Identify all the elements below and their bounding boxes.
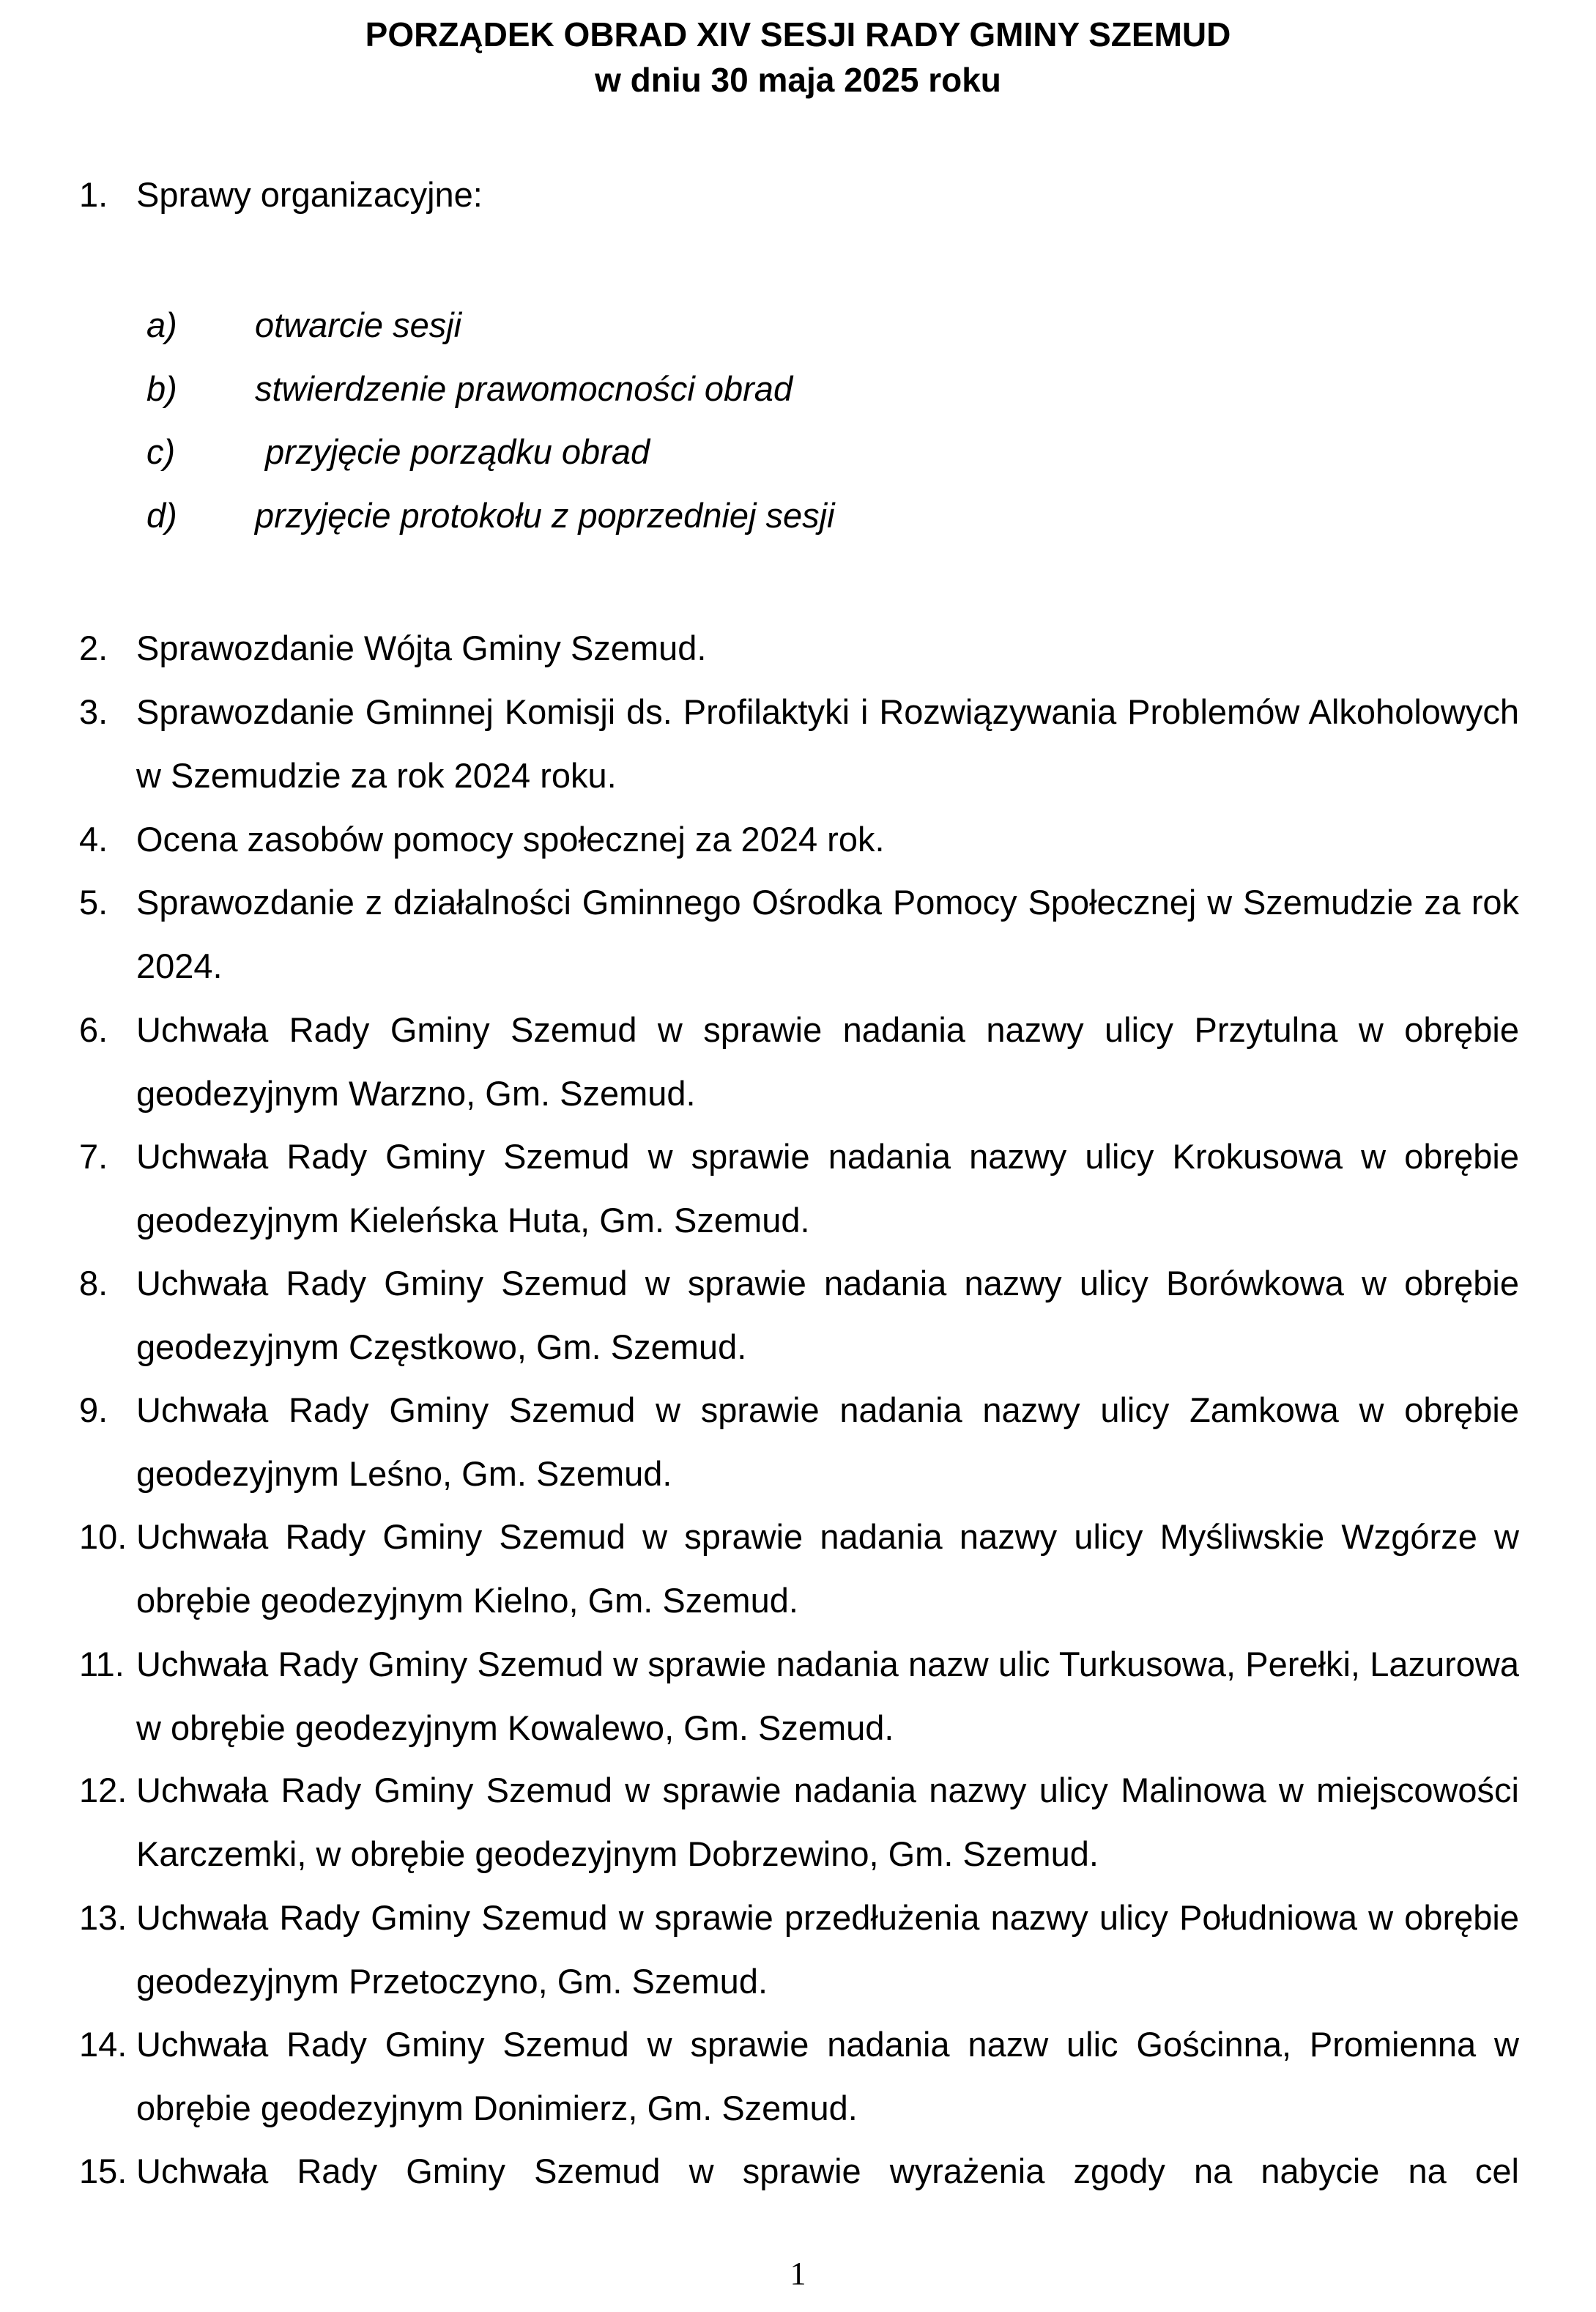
- page-number: 1: [790, 2256, 806, 2291]
- item-number: 6.: [79, 1010, 108, 1049]
- item-number: 10.: [79, 1517, 127, 1556]
- sub-item-letter: b): [146, 369, 177, 408]
- item-text: Sprawozdanie Wójta Gminy Szemud.: [136, 629, 707, 667]
- item-text: Sprawy organizacyjne:: [136, 175, 483, 214]
- item-text: Uchwała Rady Gminy Szemud w sprawie nadania nazwy ulicy Borówkowa w obrębie geodezyjnym Częstkowo, Gm. Szemud.: [136, 1264, 1519, 1366]
- item-text: Ocena zasobów pomocy społecznej za 2024 rok.: [136, 820, 885, 859]
- item-text: Uchwała Rady Gminy Szemud w sprawie nadania nazw ulic Gościnna, Promienna w obrębie geodezyjnym Donimierz, Gm. Szemud.: [136, 2025, 1519, 2127]
- item-number: 5.: [79, 883, 108, 922]
- item-number: 4.: [79, 820, 108, 859]
- sub-item-text: otwarcie sesji: [255, 305, 462, 344]
- sub-item-letter: c): [146, 432, 176, 471]
- item-number: 14.: [79, 2025, 127, 2064]
- item-number: 13.: [79, 1898, 127, 1937]
- item-text: Uchwała Rady Gminy Szemud w sprawie nadania nazwy ulicy Krokusowa w obrębie geodezyjnym Kieleńska Huta, Gm. Szemud.: [136, 1137, 1519, 1240]
- title-line-2: w dniu 30 maja 2025 roku: [595, 61, 1001, 99]
- sub-item-text: przyjęcie protokołu z poprzedniej sesji: [255, 496, 835, 535]
- document-title: [0, 12, 1596, 103]
- item-number: 7.: [79, 1137, 108, 1176]
- item-number: 2.: [79, 629, 108, 667]
- item-number: 3.: [79, 692, 108, 731]
- item-text: Uchwała Rady Gminy Szemud w sprawie nadania nazwy ulicy Zamkowa w obrębie geodezyjnym Leśno, Gm. Szemud.: [136, 1390, 1519, 1493]
- item-text: Uchwała Rady Gminy Szemud w sprawie nadania nazwy ulicy Myśliwskie Wzgórze w obrębie geodezyjnym Kielno, Gm. Szemud.: [136, 1517, 1519, 1620]
- sub-item-letter: a): [146, 305, 177, 344]
- item-number: 15.: [79, 2152, 127, 2190]
- item-text: Uchwała Rady Gminy Szemud w sprawie nadania nazwy ulicy Przytulna w obrębie geodezyjnym Warzno, Gm. Szemud.: [136, 1010, 1519, 1113]
- title-line-1: PORZĄDEK OBRAD XIV SESJI RADY GMINY SZEMUD: [365, 15, 1231, 53]
- item-text: Uchwała Rady Gminy Szemud w sprawie przedłużenia nazwy ulicy Południowa w obrębie geodezyjnym Przetoczyno, Gm. Szemud.: [136, 1898, 1519, 2001]
- item-number: 12.: [79, 1771, 127, 1809]
- item-number: 8.: [79, 1264, 108, 1303]
- item-text: Sprawozdanie z działalności Gminnego Ośrodka Pomocy Społecznej w Szemudzie za rok 2024.: [136, 883, 1519, 985]
- item-number: 9.: [79, 1390, 108, 1429]
- item-text: Sprawozdanie Gminnej Komisji ds. Profilaktyki i Rozwiązywania Problemów Alkoholowych w Szemudzie za rok 2024 roku.: [136, 692, 1519, 795]
- item-number: 11.: [79, 1645, 125, 1683]
- sub-item-text: stwierdzenie prawomocności obrad: [255, 369, 793, 408]
- item-text: Uchwała Rady Gminy Szemud w sprawie nadania nazw ulic Turkusowa, Perełki, Lazurowa w obrębie geodezyjnym Kowalewo, Gm. Szemud.: [136, 1645, 1519, 1747]
- item-text: Uchwała Rady Gminy Szemud w sprawie wyrażenia zgody na nabycie na cel: [136, 2152, 1519, 2190]
- item-number: 1.: [79, 175, 108, 214]
- item-text: Uchwała Rady Gminy Szemud w sprawie nadania nazwy ulicy Malinowa w miejscowości Karczemki, w obrębie geodezyjnym Dobrzewino, Gm. Szemud.: [136, 1771, 1519, 1873]
- sub-item-letter: d): [146, 496, 177, 535]
- sub-item-text: przyjęcie porządku obrad: [265, 432, 650, 471]
